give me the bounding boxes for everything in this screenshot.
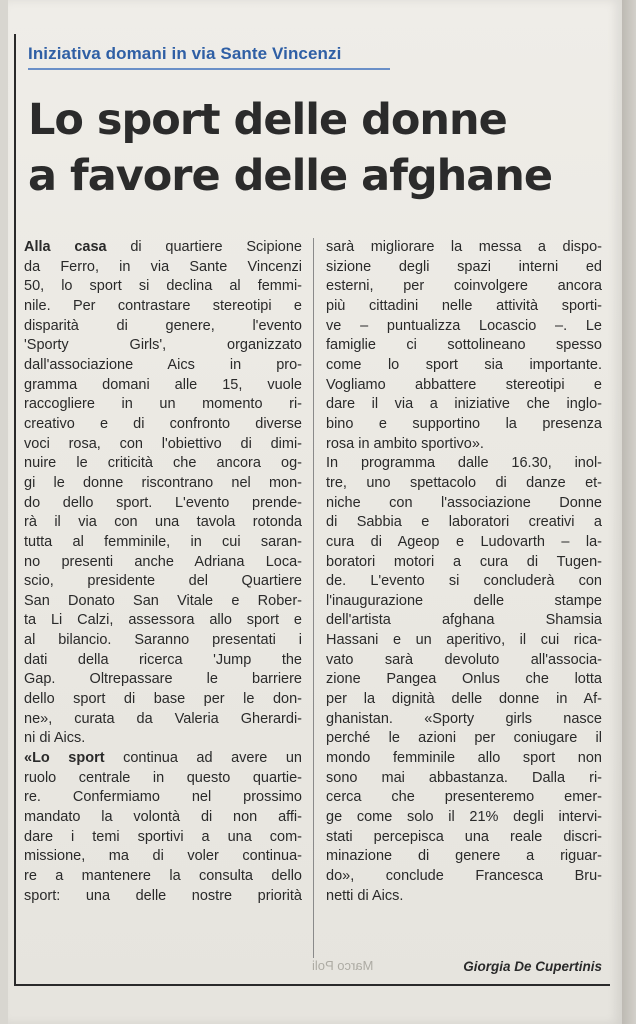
text-line: re. Confermiamo nel prossimo — [24, 789, 302, 806]
text-line: cerca che presenteremo emer- — [326, 789, 602, 806]
text-line: stati percepisca una reale discri- — [326, 828, 602, 845]
text-line: tutta al femminile, in cui saran- — [24, 533, 302, 550]
text-line: voci rosa, con l'obiettivo di dimi- — [24, 435, 302, 452]
headline-line-1: Lo sport delle donne — [28, 95, 507, 145]
text-line: 50, lo sport si declina al femmi- — [24, 278, 302, 295]
text-line: dare i temi sportivi a una com- — [24, 828, 302, 845]
article-column-left — [24, 238, 302, 906]
text-line: Hassani e un aperitivo, il cui rica- — [326, 632, 602, 649]
text-line: creativo e di confronto diverse — [24, 415, 302, 432]
left-body-1 — [24, 258, 302, 749]
text-line: rà il via con una tavola rotonda — [24, 514, 302, 531]
author-byline: Giorgia De Cupertinis — [463, 959, 602, 974]
text-line: scio, presidente del Quartiere — [24, 573, 302, 590]
text-line: gi le donne riscontrano nel mon- — [24, 474, 302, 491]
text-line: sport: una delle nostre priorità — [24, 887, 302, 904]
credit-line — [312, 958, 606, 980]
text-line: perché le azioni per coniugare il — [326, 730, 602, 747]
text-line: tre, uno spettacolo di danze et- — [326, 474, 602, 491]
kicker-underline — [28, 68, 390, 70]
text-line: come lo sport sia importante. — [326, 356, 602, 373]
text-line: sono mai abbastanza. Dalla ri- — [326, 769, 602, 786]
text-line: per la dignità delle donne in Af- — [326, 691, 602, 708]
text-line: do», conclude Francesca Bru- — [326, 868, 602, 884]
text-line: no presenti anche Adriana Loca- — [24, 553, 302, 570]
lead-line — [24, 238, 302, 258]
quote-lead-rest: continua ad avere un — [104, 750, 302, 767]
text-line: rosa in ambito sportivo». — [326, 435, 484, 452]
text-line: dati della ricerca 'Jump the — [24, 651, 302, 668]
text-line: famiglie ci sottolineano spesso — [326, 337, 602, 354]
article-column-right — [326, 238, 602, 906]
text-line: raccogliere in un momento ri- — [24, 396, 302, 413]
text-line: netti di Aics. — [326, 887, 404, 904]
article-frame-bottom — [14, 984, 610, 986]
text-line: gramma domani alle 15, vuole — [24, 376, 302, 393]
text-line: ne», curata da Valeria Gherardi- — [24, 710, 302, 727]
text-line: cura di Ageop e Ludovarth – la- — [326, 533, 602, 550]
text-line: dello sport di base per le don- — [24, 691, 302, 708]
text-line: boratori motori a cura di Tugen- — [326, 553, 602, 570]
page-edge-shadow — [622, 0, 636, 1024]
text-line: dell'artista afghana Shamsia — [326, 612, 602, 629]
text-line: di Sabbia e laboratori creativi a — [326, 514, 602, 531]
text-line: ge come solo il 21% degli intervi- — [326, 809, 602, 826]
text-line: missione, ma di voler continua- — [24, 848, 302, 865]
left-body-2 — [24, 769, 302, 907]
text-line: disparità di genere, l'evento — [24, 317, 302, 334]
lead-rest: di quartiere Scipione — [106, 239, 302, 255]
text-line: ni di Aics. — [24, 730, 86, 747]
text-line: da Ferro, in via Sante Vincenzi — [24, 258, 302, 275]
text-line: San Donato San Vitale e Rober- — [24, 592, 302, 609]
text-line: ghanistan. «Sporty girls nasce — [326, 710, 602, 727]
text-line: ruolo centrale in questo quartie- — [24, 769, 302, 786]
text-line: vato sarà devoluto all'associa- — [326, 651, 602, 668]
bleed-through-text: Marco Poli — [312, 958, 374, 973]
text-line: l'inaugurazione delle stampe — [326, 592, 602, 609]
article-frame-left — [14, 34, 16, 986]
text-line: do dello sport. L'evento prende- — [24, 494, 302, 511]
text-line: Vogliamo abbattere stereotipi e — [326, 376, 602, 393]
text-line: Gap. Oltrepassare le barriere — [24, 671, 302, 688]
text-line: mandato la volontà di non affi- — [24, 809, 302, 826]
text-line: zione Pangea Onlus che lotta — [326, 671, 602, 688]
text-line: ve – puntualizza Locascio –. Le — [326, 317, 602, 334]
column-divider — [313, 238, 314, 958]
quote-lead-line — [24, 749, 302, 769]
text-line: esterni, per coinvolgere ancora — [326, 278, 602, 295]
headline-line-2: a favore delle afghane — [28, 151, 553, 201]
text-line: 'Sporty Girls', organizzato — [24, 337, 302, 354]
text-line: dare il via a iniziative che inglo- — [326, 396, 602, 413]
text-line: minazione di genere a riguar- — [326, 848, 602, 865]
text-line: al bilancio. Saranno presentati i — [24, 632, 302, 649]
lead-bold: Alla casa — [24, 239, 107, 255]
headline — [28, 92, 612, 204]
text-line: In programma dalle 16.30, inol- — [326, 455, 602, 472]
text-line: re a mantenere la consulta dello — [24, 868, 302, 884]
text-line: dall'associazione Aics in pro- — [24, 356, 302, 373]
text-line: sarà migliorare la messa a dispo- — [326, 239, 602, 255]
text-line: più cittadini nelle attività sporti- — [326, 297, 602, 314]
text-line: niche con l'associazione Donne — [326, 494, 602, 511]
text-line: bino e supportino la presenza — [326, 415, 602, 432]
text-line: nuire le criticità che ancora og- — [24, 455, 302, 472]
text-line: de. L'evento si concluderà con — [326, 573, 602, 590]
text-line: ta Li Calzi, assessora allo sport e — [24, 612, 302, 629]
text-line: sizione degli spazi interni ed — [326, 258, 602, 275]
text-line: nile. Per contrastare stereotipi e — [24, 297, 302, 314]
text-line: mondo femminile allo sport non — [326, 750, 602, 767]
quote-lead-bold: «Lo sport — [24, 750, 105, 767]
kicker: Iniziativa domani in via Sante Vincenzi — [28, 44, 342, 63]
